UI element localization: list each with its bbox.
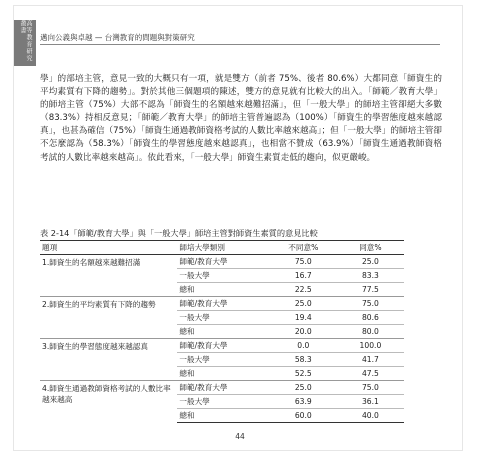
header-divider (40, 44, 440, 45)
table-body (40, 255, 404, 423)
table-row (40, 255, 404, 269)
agree-cell: 100.0 (337, 339, 404, 353)
agree-cell: 75.0 (337, 381, 404, 395)
agree-cell: 75.0 (337, 297, 404, 311)
running-header: 邁向公義與卓越 — 台灣教育的問題與對策研究 (40, 33, 195, 42)
category-cell: 師範/教育大學 (177, 339, 269, 353)
comparison-table (40, 240, 404, 423)
disagree-cell: 52.5 (270, 367, 337, 381)
disagree-cell: 22.5 (270, 283, 337, 297)
table-row (40, 339, 404, 353)
category-cell: 一般大學 (177, 311, 269, 325)
disagree-cell: 20.0 (270, 325, 337, 339)
agree-cell: 36.1 (337, 395, 404, 409)
item-cell: 3.師資生的學習態度越來越認真 (40, 339, 177, 381)
table-caption: 表 2-14「師範/教育大學」與「一般大學」師培主管對師資生素質的意見比較 (40, 228, 318, 238)
agree-cell: 80.0 (337, 325, 404, 339)
disagree-cell: 58.3 (270, 353, 337, 367)
item-cell: 2.師資生的平均素質有下降的趨勢 (40, 297, 177, 339)
category-cell: 師範/教育大學 (177, 297, 269, 311)
category-cell: 師範/教育大學 (177, 255, 269, 269)
agree-cell: 25.0 (337, 255, 404, 269)
disagree-cell: 60.0 (270, 409, 337, 423)
category-cell: 一般大學 (177, 353, 269, 367)
category-cell: 總和 (177, 367, 269, 381)
page-number: 44 (235, 432, 245, 441)
agree-cell: 80.6 (337, 311, 404, 325)
disagree-cell: 0.0 (270, 339, 337, 353)
category-cell: 總和 (177, 325, 269, 339)
header-disagree: 不同意% (270, 241, 337, 255)
category-cell: 總和 (177, 409, 269, 423)
agree-cell: 47.5 (337, 367, 404, 381)
agree-cell: 77.5 (337, 283, 404, 297)
disagree-cell: 25.0 (270, 297, 337, 311)
category-cell: 一般大學 (177, 395, 269, 409)
agree-cell: 41.7 (337, 353, 404, 367)
item-cell: 4.師資生通過教師資格考試的人數比率越來越高 (40, 381, 177, 423)
agree-cell: 83.3 (337, 269, 404, 283)
table-row (40, 381, 404, 395)
chapter-side-tab (14, 20, 36, 66)
agree-cell: 40.0 (337, 409, 404, 423)
table-row (40, 297, 404, 311)
item-cell: 1.師資生的名額越來越難招滿 (40, 255, 177, 297)
disagree-cell: 19.4 (270, 311, 337, 325)
side-tab-label: 高等教育研究叢書 (19, 20, 32, 62)
header-item: 題項 (40, 241, 177, 255)
header-category: 師培大學類別 (177, 241, 269, 255)
disagree-cell: 16.7 (270, 269, 337, 283)
table-header-row (40, 241, 404, 255)
disagree-cell: 63.9 (270, 395, 337, 409)
category-cell: 一般大學 (177, 269, 269, 283)
body-paragraph (40, 73, 442, 165)
paragraph-text: 學」的部培主管，意見一致的大概只有一項，就是雙方（前者 75%、後者 80.6%）大都同意「師資生的平均素質有下降的趨勢」。對於其他三個題項的陳述，雙方的意見就有比較大的出入。「師範／教育大學」的師培主管（75%）大部不認為「師資生的名額越來越難招滿」，但「一般大學」的師培主管卻絕大多數（83.3%）持相反意見；「師範／教育大學」的師培主管普遍認為（100%）「師資生的學習態度越來越認真」，也甚為確信（75%）「師資生通過教師資格考試的人數比率越來越高」；但「一般大學」的師培主管卻不怎麼認為（58.3%）「師資生的學習態度越來越認真」，也相當不贊成（63.9%）「師資生通過教師資格考試的人數比率越來越高」。依此看來，「一般大學」師資生素質走低的趨向，似更嚴峻。 (40, 74, 442, 163)
disagree-cell: 25.0 (270, 381, 337, 395)
disagree-cell: 75.0 (270, 255, 337, 269)
category-cell: 總和 (177, 283, 269, 297)
header-agree: 同意% (337, 241, 404, 255)
category-cell: 師範/教育大學 (177, 381, 269, 395)
